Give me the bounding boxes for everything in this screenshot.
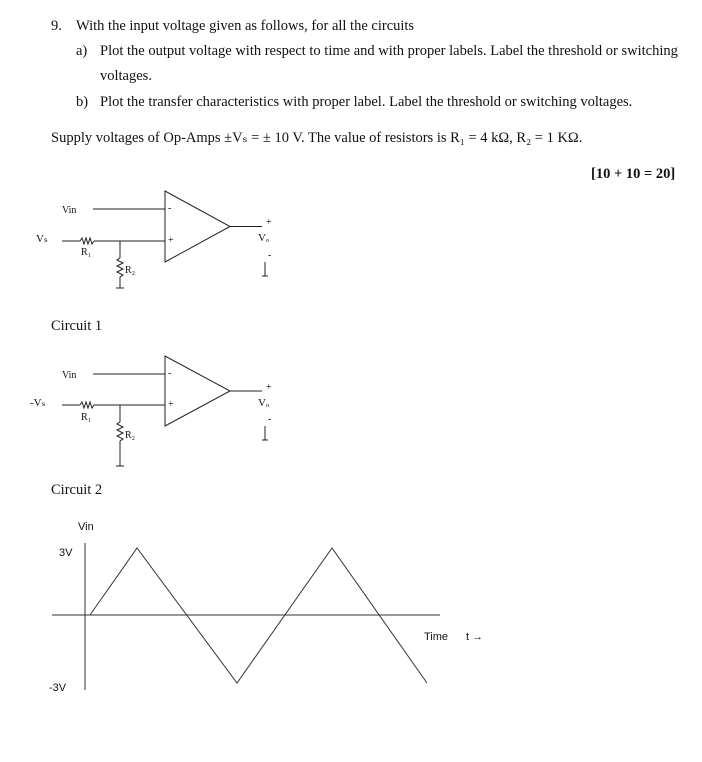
circuit-2-r1-label: R₁ [81,412,92,423]
circuit-1-r2-label: R₂ [125,265,136,276]
part-b-text: Plot the transfer characteristics with proper label. Label the threshold or switching voltages. [100,94,633,110]
waveform-vin-label: Vin [78,521,94,533]
circuit-2-r2-label: R₂ [125,430,136,441]
circuit-2-vin-label: Vin [62,370,77,381]
part-a-text-line2: voltages. [100,68,152,84]
circuit-1-vo-label: Vₒ [258,232,270,244]
circuit-1-out-plus: + [266,217,272,228]
waveform-time-arrow: t → [466,631,484,643]
supply-text: Supply voltages of Op-Amps ±Vₛ = ± 10 V. The value of resistors is R₁ = 4 kΩ, R₂ = 1 KΩ. [51,130,583,146]
marks-text: [10 + 10 = 20] [591,166,676,182]
waveform-trough-label: -3V [49,682,67,694]
circuit-1-vin-label: Vin [62,205,77,216]
question-stem: With the input voltage given as follows, for all the circuits [76,18,415,34]
circuit-1-caption: Circuit 1 [51,318,103,334]
circuit-1-out-minus: - [268,250,272,261]
circuit-1-r1-label: R₁ [81,247,92,258]
part-a-text-line1: Plot the output voltage with respect to time and with proper labels. Label the threshold or switching [100,43,678,59]
part-a-label: a) [76,43,88,59]
question-number: 9. [51,18,62,34]
circuit-1-plus-sign: + [168,235,174,246]
circuit-2-plus-sign: + [168,399,174,410]
circuit-1-minus-sign: - [168,203,172,214]
circuit-2-minus-sign: - [168,368,172,379]
circuit-2-out-plus: + [266,382,272,393]
circuit-2-out-minus: - [268,414,272,425]
circuit-2-vo-label: Vₒ [258,397,270,409]
part-b-label: b) [76,94,89,110]
waveform-peak-label: 3V [59,547,73,559]
circuit-1-source-label: Vₛ [36,233,48,245]
circuit-2-caption: Circuit 2 [51,482,103,498]
waveform-time-label: Time [424,631,449,643]
circuit-2-source-label: -Vₛ [30,397,46,409]
